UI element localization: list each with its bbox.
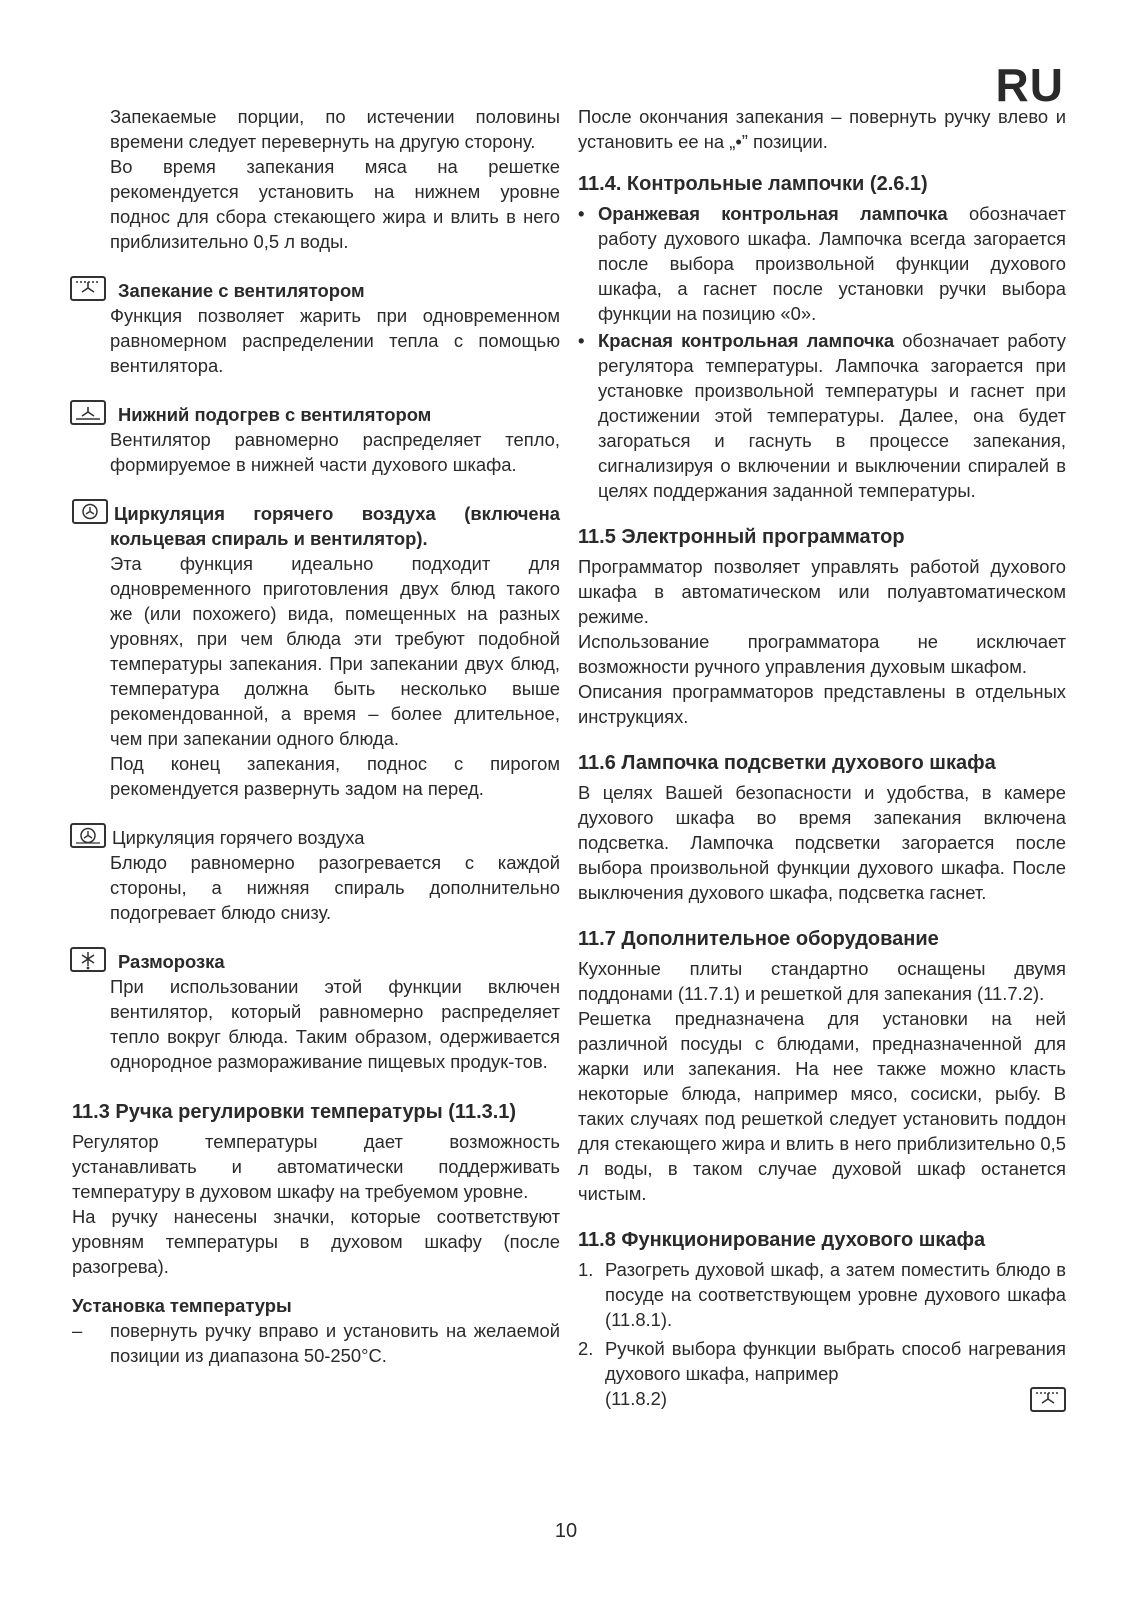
paragraph: Регулятор температуры дает возможность устанавливать и автоматически поддерживать температуру в духовом шкафу на требуемом уровне.: [72, 1131, 560, 1202]
item-number: 2.: [578, 1338, 594, 1359]
numbered-item: [578, 1336, 1066, 1411]
item-text: обозначает работу регулятора температуры. Лампочка загорается при установке произвольной температуры и гаснет при достижении этой температуры. Далее, она будет загораться и гаснуть в процессе запекания, сигнализируя о включении и выключении спиралей в целях поддержания заданной температуры.: [598, 330, 1066, 501]
paragraph: Решетка предназначена для установки на ней различной посуды с блюдами, предназначенной для жарки или запекания. На нее также можно класть некоторые блюда, например мясо, сосиски, рыбу. В таких случаях под решеткой следует установить поддон для стекающего жира и влить в него приблизительно 0,5 л воды, в таком случае духовой шкаф останется чистым.: [578, 1008, 1066, 1204]
bold-term: Красная контрольная лампочка: [598, 330, 895, 351]
function-title: Циркуляция горячего воздуха: [112, 827, 365, 848]
paragraph: Во время запекания мяса на решетке рекомендуется установить на нижнем уровне поднос для сбора стекающего жира и влить в него приблизительно 0,5 л воды.: [110, 156, 560, 252]
paragraph: После окончания запекания – повернуть ручку влево и установить ее на „•” позиции.: [578, 106, 1066, 152]
section-11-4-title: 11.4. Контрольные лампочки (2.6.1): [578, 173, 928, 195]
paragraph: Кухонные плиты стандартно оснащены двумя поддонами (11.7.1) и решеткой для запекания (11.7.2).: [578, 958, 1066, 1004]
function-fan: [72, 276, 560, 378]
language-code: RU: [995, 59, 1064, 111]
function-hot-air-ring: [72, 499, 560, 801]
dash-marker: –: [72, 1320, 83, 1341]
paragraph: На ручку нанесены значки, которые соответствуют уровням температуры в духовом шкафу (после разогрева).: [72, 1206, 560, 1277]
function-title: Циркуляция горячего воздуха (включена кольцевая спираль и вентилятор).: [110, 503, 560, 549]
function-description: При использовании этой функции включен вентилятор, который равномерно распределяет тепло вокруг блюда. Таким образом, одерживается однородное размораживание пищевых продук-тов.: [110, 976, 560, 1072]
fan-top-heat-icon: [70, 276, 106, 301]
set-temperature-title: Установка температуры: [72, 1295, 292, 1316]
function-description: Функция позволяет жарить при одновременном равномерном распределении тепла с помощью вентилятора.: [110, 305, 560, 376]
item-text: Разогреть духовой шкаф, а затем поместить блюдо в посуде на соответствующем уровне духового шкафа (11.8.1).: [605, 1259, 1066, 1330]
list-item: [578, 201, 1066, 326]
function-description: Под конец запекания, поднос с пирогом рекомендуется развернуть задом на перед.: [110, 753, 560, 799]
item-text: Ручкой выбора функции выбрать способ нагревания духового шкафа, например: [605, 1338, 1066, 1384]
instruction-item: [72, 1318, 560, 1368]
function-description: Блюдо равномерно разогревается с каждой стороны, а нижняя спираль дополнительно подогревает блюдо снизу.: [110, 852, 560, 923]
function-description: Вентилятор равномерно распределяет тепло, формируемое в нижней части духового шкафа.: [110, 429, 560, 475]
numbered-item: [578, 1257, 1066, 1332]
function-defrost: [72, 947, 560, 1074]
bold-term: Оранжевая контрольная лампочка: [598, 203, 948, 224]
left-column: [72, 104, 560, 1368]
function-bottom-fan: [72, 400, 560, 477]
paragraph: Запекаемые порции, по истечении половины времени следует перевернуть на другую сторону.: [110, 106, 560, 152]
function-description: Эта функция идеально подходит для одновременного приготовления двух блюд такого же (или похожего) вида, помещенных на разных уровнях, при чем блюда эти требуют подобной температуры запекания. При запекании двух блюд, температура должна быть несколько выше рекомендованной, а время – более длительное, чем при запекании одного блюда.: [110, 553, 560, 749]
function-hot-air: [72, 823, 560, 925]
right-column: [578, 104, 1066, 1412]
fan-top-heat-icon: [1030, 1387, 1066, 1412]
fan-bottom-heat-icon: [70, 400, 106, 425]
item-text: обозначает работу духового шкафа. Лампочка всегда загорается после выбора произвольной функции духового шкафа, а гаснет после установки ручки выбора функции на позицию «0».: [598, 203, 1067, 324]
paragraph: Программатор позволяет управлять работой духового шкафа в автоматическом или полуавтоматическом режиме.: [578, 556, 1066, 627]
function-title: Запекание с вентилятором: [118, 280, 365, 301]
function-title: Нижний подогрев с вентилятором: [118, 404, 432, 425]
section-11-8-title: 11.8 Функционирование духового шкафа: [578, 1229, 986, 1251]
paragraph: Использование программатора не исключает возможности ручного управления духовым шкафом.: [578, 631, 1066, 677]
function-title: Разморозка: [118, 951, 225, 972]
page-number: 10: [554, 1520, 578, 1542]
hot-air-icon: [70, 823, 106, 848]
defrost-icon: [70, 947, 106, 972]
section-11-7-title: 11.7 Дополнительное оборудование: [578, 928, 939, 950]
section-11-5-title: 11.5 Электронный программатор: [578, 526, 905, 548]
paragraph: В целях Вашей безопасности и удобства, в камере духового шкафа во время запекания включена подсветка. Лампочка подсветки загорается после выбора произвольной функции духового шкафа. После выключения духового шкафа, подсветка гаснет.: [578, 782, 1066, 903]
list-item: [578, 328, 1066, 503]
section-11-3-title: 11.3 Ручка регулировки температуры (11.3.1): [72, 1101, 517, 1123]
section-11-6-title: 11.6 Лампочка подсветки духового шкафа: [578, 752, 996, 774]
instruction-text: повернуть ручку вправо и установить на желаемой позиции из диапазона 50-250°C.: [110, 1320, 560, 1366]
hot-air-ring-icon: [72, 499, 108, 524]
item-number: 1.: [578, 1259, 594, 1280]
item-text: (11.8.2): [605, 1388, 668, 1409]
paragraph: Описания программаторов представлены в отдельных инструкциях.: [578, 681, 1066, 727]
